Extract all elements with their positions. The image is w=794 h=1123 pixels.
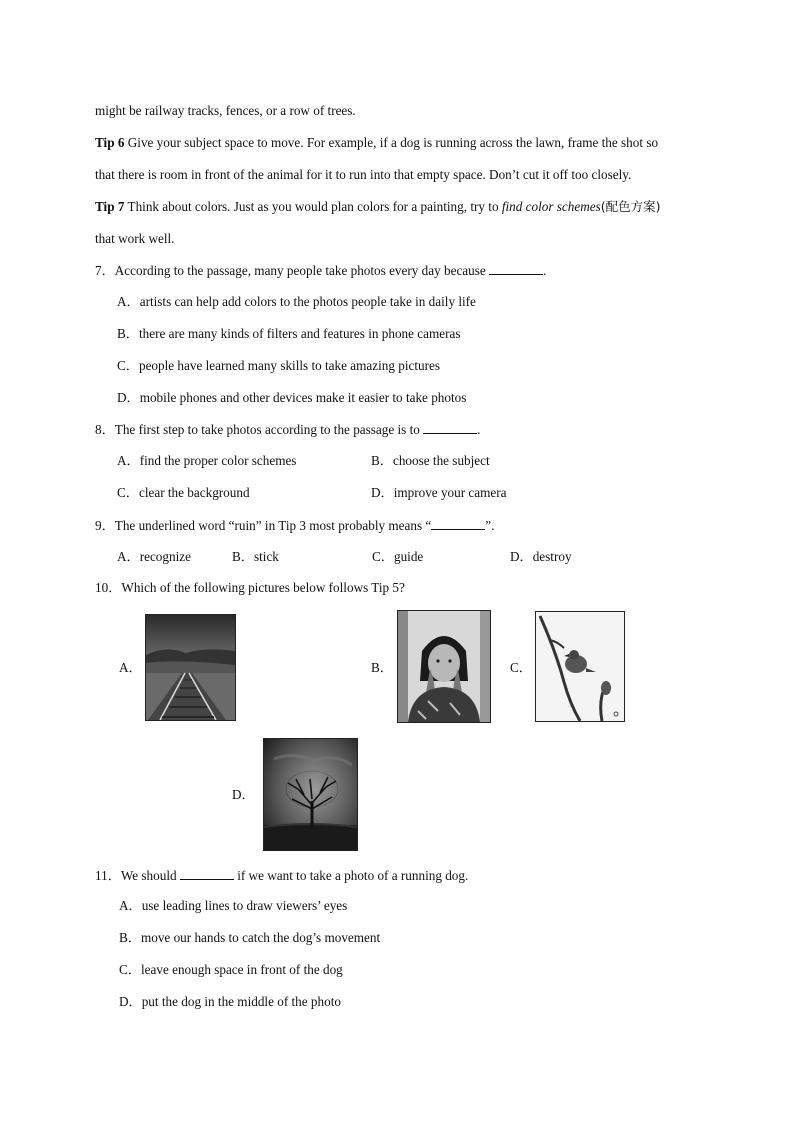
railway-tracks-photo[interactable] [145,614,236,721]
question-7-end: . [543,263,547,278]
question-8-option-c[interactable]: C．clear the background [117,485,250,500]
tip-7-paragraph [95,199,661,215]
question-7-option-c[interactable]: C．people have learned many skills to take amazing pictures [117,358,440,373]
tip-7-text: Think about colors. Just as you would plan colors for a painting, try to [124,199,502,214]
question-10-option-d[interactable]: D． [232,787,255,802]
tip-7-italic-term: find color schemes [501,199,601,214]
lone-tree-photo[interactable] [263,738,358,851]
passage-line-1: might be railway tracks, fences, or a row of trees. [95,103,356,118]
question-9-text: 9．The underlined word “ruin” in Tip 3 most probably means “ [95,518,432,533]
question-7-stem [95,262,546,279]
question-9-option-c[interactable]: C．guide [372,549,424,564]
tip-6-line-2: that there is room in front of the animal for it to run into that empty space. Don’t cut it off too closely. [95,167,632,182]
question-10-option-c[interactable]: C． [510,660,532,675]
question-8-end: . [477,422,481,437]
question-11-stem [95,867,468,884]
question-8-text: 8．The first step to take photos according to the passage is to [95,422,424,437]
question-10-option-a[interactable]: A． [119,660,142,675]
question-9-stem [95,517,494,534]
question-9-option-a[interactable]: A．recognize [117,549,191,564]
question-11-text: 11．We should [95,868,180,883]
question-9-option-b[interactable]: B．stick [232,549,279,564]
answer-blank[interactable] [180,867,234,880]
question-7-text: 7．According to the passage, many people take photos every day because [95,263,490,278]
question-11-option-d[interactable]: D．put the dog in the middle of the photo [119,994,341,1009]
tip-7-line-2: that work well. [95,231,175,246]
answer-blank[interactable] [423,421,477,434]
tip-7-label: Tip 7 [95,199,125,214]
question-11-option-c[interactable]: C．leave enough space in front of the dog [119,962,343,977]
question-7-option-d[interactable]: D．mobile phones and other devices make it easier to take photos [117,390,467,405]
question-11-end: if we want to take a photo of a running dog. [233,868,469,883]
question-7-option-a[interactable]: A．artists can help add colors to the photos people take in daily life [117,294,476,309]
question-9-end: ”. [485,518,495,533]
question-9-option-d[interactable]: D．destroy [510,549,572,564]
question-8-option-b[interactable]: B．choose the subject [371,453,490,468]
tip-7-chinese: (配色方案) [600,199,661,214]
question-10-option-b[interactable]: B． [371,660,393,675]
bird-on-branch-photo[interactable] [535,611,625,722]
question-10-stem: 10．Which of the following pictures below follows Tip 5? [95,580,405,595]
question-11-option-b[interactable]: B．move our hands to catch the dog’s movement [119,930,381,945]
tip-6-label: Tip 6 [95,135,125,150]
answer-blank[interactable] [489,262,543,275]
answer-blank[interactable] [431,517,485,530]
tip-6-paragraph [95,135,658,151]
tip-6-text: Give your subject space to move. For example, if a dog is running across the lawn, frame the shot so [124,135,659,150]
question-11-option-a[interactable]: A．use leading lines to draw viewers’ eyes [119,898,348,913]
question-7-option-b[interactable]: B．there are many kinds of filters and features in phone cameras [117,326,461,341]
child-portrait-photo[interactable] [397,610,491,723]
question-8-stem [95,421,480,438]
question-8-option-a[interactable]: A．find the proper color schemes [117,453,297,468]
question-8-option-d[interactable]: D．improve your camera [371,485,507,500]
